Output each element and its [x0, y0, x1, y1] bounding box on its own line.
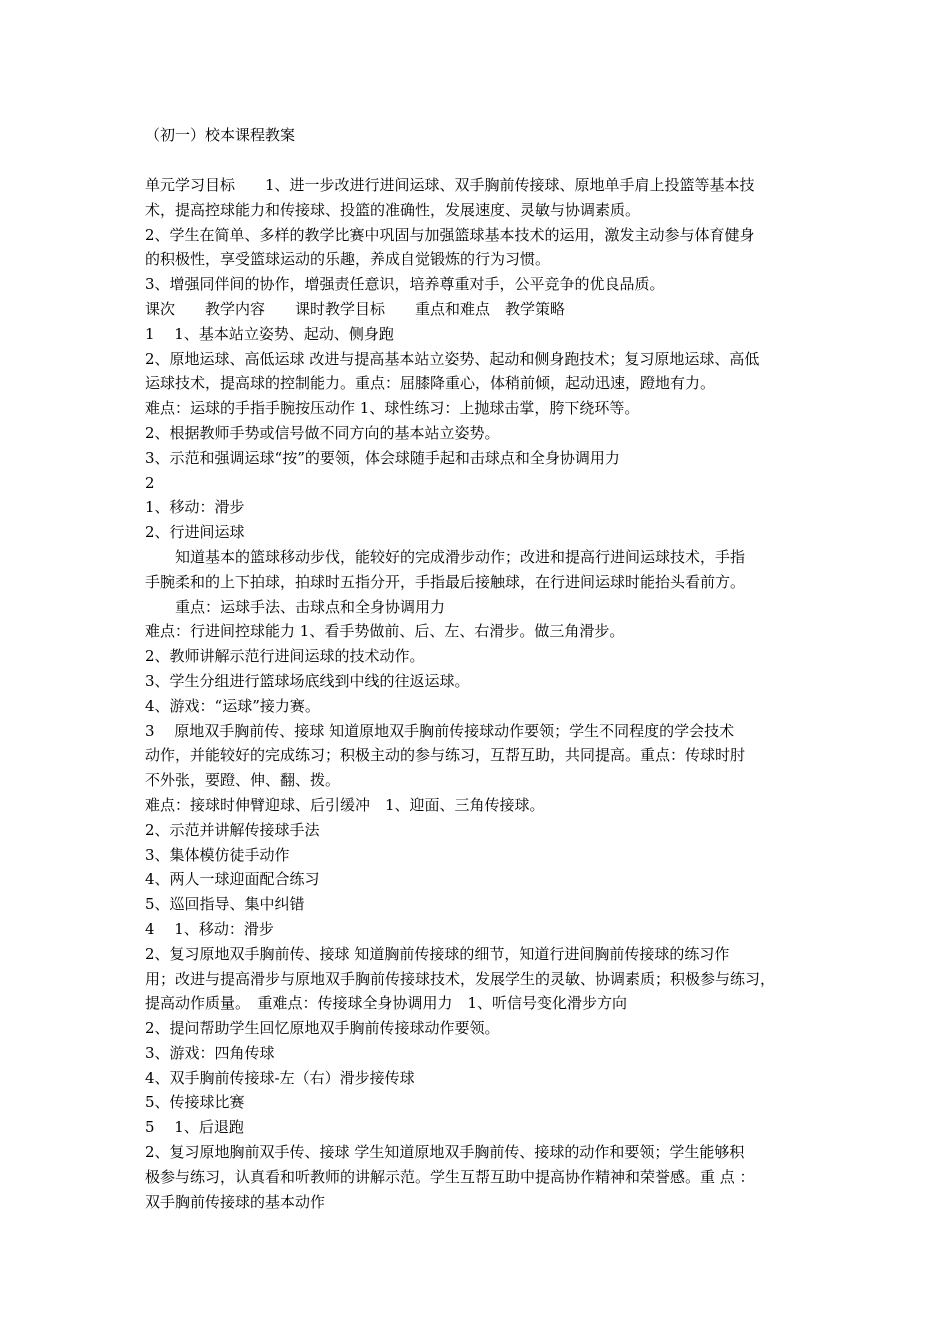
text-line: 手腕柔和的上下拍球，拍球时五指分开，手指最后接触球，在行进间运球时能抬头看前方。 [145, 572, 746, 591]
text-line: 2、原地运球、高低运球 改进与提高基本站立姿势、起动和侧身跑技术；复习原地运球、高低 [145, 349, 760, 368]
text-line: 5、巡回指导、集中纠错 [145, 895, 305, 914]
text-line: 1、移动：滑步 [145, 498, 245, 517]
text-line: 2、复习原地双手胸前传、接球 知道胸前传接球的细节，知道行进间胸前传接球的练习作 [145, 944, 730, 963]
text-line: 用；改进与提高滑步与原地双手胸前传接球技术，发展学生的灵敏、协调素质；积极参与练习， [145, 969, 776, 988]
text-line: 动作，并能较好的完成练习；积极主动的参与练习，互帮互助，共同提高。重点：传球时肘 [145, 746, 746, 765]
text-line: 4、两人一球迎面配合练习 [145, 870, 320, 889]
document-title: （初一）校本课程教案 [145, 126, 296, 144]
text-line: 单元学习目标 1、进一步改进行进间运球、双手胸前传接球、原地单手肩上投篮等基本技 [145, 176, 755, 194]
text-line: 3、增强同伴间的协作，增强责任意识，培养尊重对手，公平竞争的优良品质。 [145, 275, 665, 294]
text-line: 3、集体模仿徒手动作 [145, 845, 290, 864]
text-line: 5、传接球比赛 [145, 1093, 245, 1112]
text-line: 2、行进间运球 [145, 523, 245, 542]
text-line: 1 1、基本站立姿势、起动、侧身跑 [145, 324, 394, 343]
text-line: 3、示范和强调运球“按”的要领，体会球随手起和击球点和全身协调用力 [145, 448, 620, 467]
text-line: 2、示范并讲解传接球手法 [145, 820, 320, 839]
text-line: 4 1、移动：滑步 [145, 919, 274, 938]
text-line: 2、教师讲解示范行进间运球的技术动作。 [145, 647, 425, 666]
text-line: 难点：行进间控球能力 1、看手势做前、后、左、右滑步。做三角滑步。 [145, 622, 625, 641]
text-line: 5 1、后退跑 [145, 1118, 244, 1137]
text-line: 极参与练习，认真看和听教师的讲解示范。学生互帮互助中提高协作精神和荣誉感。重 点 ： [145, 1167, 755, 1186]
text-line: 知道基本的篮球移动步伐，能较好的完成滑步动作；改进和提高行进间运球技术，手指 [145, 547, 746, 566]
text-line: 提高动作质量。 重难点：传接球全身协调用力 1、听信号变化滑步方向 [145, 994, 628, 1013]
table-header-line: 课次 教学内容 课时教学目标 重点和难点 教学策略 [145, 299, 566, 318]
text-line: 4、游戏：“运球”接力赛。 [145, 696, 320, 715]
text-line: 4、双手胸前传接球-左（右）滑步接传球 [145, 1068, 415, 1087]
text-line: 2 [145, 473, 155, 492]
text-line: 重点：运球手法、击球点和全身协调用力 [145, 597, 446, 616]
text-line: 2、提问帮助学生回忆原地双手胸前传接球动作要领。 [145, 1019, 500, 1038]
text-line: 2、根据教师手势或信号做不同方向的基本站立姿势。 [145, 423, 500, 442]
text-line: 2、学生在简单、多样的教学比赛中巩固与加强篮球基本技术的运用，激发主动参与体育健身 [145, 225, 755, 244]
text-line: 2、复习原地胸前双手传、接球 学生知道原地双手胸前传、接球的动作和要领；学生能够积 [145, 1143, 745, 1162]
text-line: 双手胸前传接球的基本动作 [145, 1192, 326, 1211]
text-line: 术，提高控球能力和传接球、投篮的准确性，发展速度、灵敏与协调素质。 [145, 200, 641, 219]
text-line: 3、游戏：四角传球 [145, 1043, 275, 1062]
text-line: 的积极性，享受篮球运动的乐趣，养成自觉锻炼的行为习惯。 [145, 250, 551, 269]
text-line: 3 原地双手胸前传、接球 知道原地双手胸前传接球动作要领；学生不同程度的学会技术 [145, 721, 735, 740]
text-line: 运球技术，提高球的控制能力。重点：屈膝降重心，体稍前倾，起动迅速，蹬地有力。 [145, 374, 716, 393]
text-line: 3、学生分组进行篮球场底线到中线的往返运球。 [145, 671, 470, 690]
text-line: 难点：运球的手指手腕按压动作 1、球性练习：上抛球击掌，胯下绕环等。 [145, 399, 640, 418]
text-line: 不外张，要蹬、伸、翻、拨。 [145, 771, 341, 790]
text-line: 难点：接球时伸臂迎球、后引缓冲 1、迎面、三角传接球。 [145, 795, 545, 814]
document-body [145, 173, 820, 1214]
